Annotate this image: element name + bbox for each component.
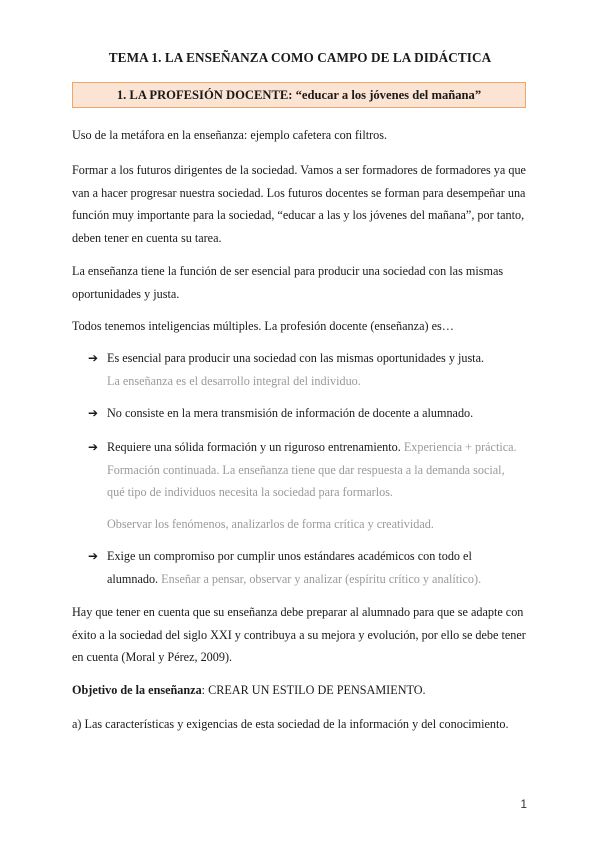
page-number: 1 [520, 797, 527, 811]
arrow-bullet-icon: ➔ [88, 351, 99, 365]
objective-label: Objetivo de la enseñanza [72, 683, 202, 697]
bullet-item [107, 545, 523, 590]
section-heading: 1. LA PROFESIÓN DOCENTE: “educar a los jóvenes del mañana” [116, 88, 482, 102]
paragraph-siglo-xxi: Hay que tener en cuenta que su enseñanza debe preparar al alumnado para que se adapte con éxito a la sociedad del siglo XXI y contribuya a su mejora y evolución, por ello se debe tener en cuenta (Moral y Pérez, 2009). [72, 605, 526, 664]
bullet-item [107, 436, 523, 504]
bullet-note: Experiencia + práctica. Formación continuada. La enseñanza tiene que dar respuesta a la demanda social, qué tipo de individuos necesita la sociedad para formarlos. [107, 440, 517, 499]
objective-line [72, 679, 528, 702]
paragraph-inteligencias: Todos tenemos inteligencias múltiples. La profesión docente (enseñanza) es… [72, 319, 454, 333]
arrow-bullet-icon: ➔ [88, 406, 99, 420]
arrow-bullet-icon: ➔ [88, 549, 99, 563]
paragraph-metaphor: Uso de la metáfora en la enseñanza: ejemplo cafetera con filtros. [72, 128, 388, 142]
objective-value: : CREAR UN ESTILO DE PENSAMIENTO. [201, 683, 426, 697]
paragraph-formar: Formar a los futuros dirigentes de la sociedad. Vamos a ser formadores de formadores ya que van a hacer progresar nuestra sociedad. Los futuros docentes se forman para desempeñar una función muy importante para la sociedad, “educar a las y los jóvenes del mañana”, por tanto, deben tener en cuenta su tarea. [72, 163, 526, 245]
bullet-text: No consiste en la mera transmisión de información de docente a alumnado. [107, 406, 474, 420]
document-title: TEMA 1. LA ENSEÑANZA COMO CAMPO DE LA DIDÁCTICA [108, 50, 492, 65]
bullet-note: La enseñanza es el desarrollo integral del individuo. [107, 373, 361, 388]
bullet-item [107, 402, 523, 425]
paragraph-caracteristicas: a) Las características y exigencias de esta sociedad de la información y del conocimiento. [72, 717, 509, 731]
section-heading-box [72, 82, 526, 108]
bullet-item [107, 347, 523, 392]
bullet-text: Exige un compromiso por cumplir unos estándares académicos con todo el alumnado. [107, 549, 472, 586]
bullet-text: Es esencial para producir una sociedad con las mismas oportunidades y justa. [107, 351, 485, 365]
arrow-bullet-icon: ➔ [88, 440, 99, 454]
paragraph-funcion: La enseñanza tiene la función de ser esencial para producir una sociedad con las mismas oportunidades y justa. [72, 264, 504, 301]
bullet-note: Enseñar a pensar, observar y analizar (espíritu crítico y analítico). [161, 571, 482, 586]
observe-note: Observar los fenómenos, analizarlos de forma crítica y creatividad. [107, 517, 434, 531]
bullet-text: Requiere una sólida formación y un riguroso entrenamiento. [107, 440, 401, 454]
